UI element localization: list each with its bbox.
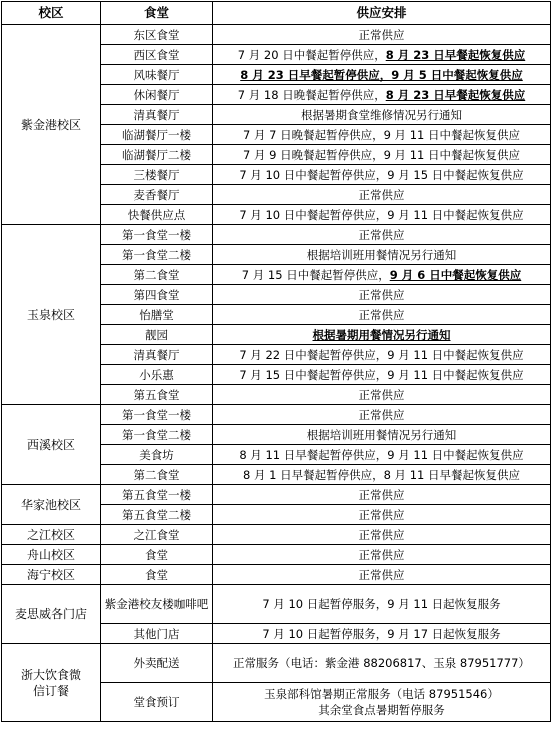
campus-cell: 西溪校区: [2, 405, 101, 485]
schedule-cell: [213, 185, 551, 205]
schedule-cell: [213, 565, 551, 585]
schedule-cell: [213, 525, 551, 545]
canteen-cell: 快餐供应点: [101, 205, 213, 225]
canteen-cell: 第五食堂一楼: [101, 485, 213, 505]
schedule-cell: [213, 65, 551, 85]
schedule-cell: [213, 385, 551, 405]
schedule-text: 7 月 20 日中餐起暂停供应，: [237, 47, 386, 62]
canteen-cell: 第一食堂一楼: [101, 405, 213, 425]
canteen-cell: 第五食堂二楼: [101, 505, 213, 525]
schedule-text: 玉泉部科馆暑期正常服务（电话 87951546） 其余堂食点暑期暂停服务: [264, 687, 499, 717]
schedule-text: 正常供应: [358, 227, 405, 242]
schedule-cell: [213, 425, 551, 445]
schedule-text: 正常供应: [358, 547, 405, 562]
canteen-cell: 食堂: [101, 545, 213, 565]
header-row: [2, 2, 551, 25]
schedule-cell: [213, 205, 551, 225]
schedule-cell: [213, 505, 551, 525]
table-row: [2, 525, 551, 545]
schedule-text-bold: 8 月 23 日早餐起暂停供应，9 月 5 日中餐起恢复供应: [240, 67, 523, 82]
table-row: [2, 25, 551, 45]
canteen-cell: 紫金港校友楼咖啡吧: [101, 585, 213, 624]
schedule-text: 正常供应: [358, 387, 405, 402]
schedule-text: 正常供应: [358, 507, 405, 522]
canteen-cell: 第一食堂一楼: [101, 225, 213, 245]
schedule-cell: [213, 25, 551, 45]
schedule-cell: [213, 305, 551, 325]
schedule-cell: [213, 485, 551, 505]
schedule-text: 根据暑期食堂维修情况另行通知: [301, 107, 462, 122]
schedule-text: 正常服务（电话：紫金港 88206817、玉泉 87951777）: [233, 656, 530, 670]
schedule-text: 7 月 10 日起暂停服务，9 月 17 日起恢复服务: [262, 626, 501, 641]
schedule-text: 7 月 18 日晚餐起暂停供应，: [237, 87, 386, 102]
schedule-text: 根据培训班用餐情况另行通知: [306, 247, 457, 262]
canteen-cell: 清真餐厅: [101, 345, 213, 365]
table-row: [2, 225, 551, 245]
schedule-cell: [213, 683, 551, 722]
schedule-cell: [213, 545, 551, 565]
schedule-text: 7 月 10 日起暂停服务，9 月 11 日起恢复服务: [262, 597, 501, 611]
canteen-cell: 第五食堂: [101, 385, 213, 405]
schedule-cell: [213, 465, 551, 485]
canteen-cell: 小乐惠: [101, 365, 213, 385]
schedule-text: 7 月 22 日中餐起暂停供应，9 月 11 日中餐起恢复供应: [239, 347, 524, 362]
schedule-cell: [213, 85, 551, 105]
schedule-cell: [213, 105, 551, 125]
schedule-cell: [213, 445, 551, 465]
schedule-text-bold: 8 月 23 日早餐起恢复供应: [385, 47, 526, 62]
canteen-cell: 第四食堂: [101, 285, 213, 305]
schedule-text: 正常供应: [358, 187, 405, 202]
campus-cell: 紫金港校区: [2, 25, 101, 225]
canteen-cell: 其他门店: [101, 624, 213, 644]
canteen-cell: 临湖餐厅二楼: [101, 145, 213, 165]
schedule-cell: [213, 405, 551, 425]
canteen-cell: 风味餐厅: [101, 65, 213, 85]
canteen-cell: 清真餐厅: [101, 105, 213, 125]
table-row: [2, 644, 551, 683]
canteen-cell: 西区食堂: [101, 45, 213, 65]
canteen-cell: 第一食堂二楼: [101, 425, 213, 445]
schedule-text: 正常供应: [358, 287, 405, 302]
schedule-text: 7 月 7 日晚餐起暂停供应，9 月 11 日中餐起恢复供应: [242, 127, 520, 142]
table-row: [2, 585, 551, 624]
campus-cell: 之江校区: [2, 525, 101, 545]
schedule-text: 7 月 15 日中餐起暂停供应，: [241, 267, 390, 282]
canteen-cell: 麦香餐厅: [101, 185, 213, 205]
schedule-text: 根据培训班用餐情况另行通知: [306, 427, 457, 442]
canteen-cell: 堂食预订: [101, 683, 213, 722]
schedule-text: 7 月 10 日中餐起暂停供应，9 月 15 日中餐起恢复供应: [239, 167, 524, 182]
campus-cell: 华家池校区: [2, 485, 101, 525]
campus-cell: 海宁校区: [2, 565, 101, 585]
schedule-text: 正常供应: [358, 407, 405, 422]
canteen-cell: 靓园: [101, 325, 213, 345]
table-row: [2, 565, 551, 585]
schedule-cell: [213, 45, 551, 65]
schedule-cell: [213, 325, 551, 345]
campus-cell: 麦思威各门店: [2, 585, 101, 644]
campus-cell: 浙大饮食微信订餐: [2, 644, 101, 722]
schedule-cell: [213, 225, 551, 245]
schedule-text-bold: 根据暑期用餐情况另行通知: [312, 327, 451, 342]
schedule-text: 7 月 9 日晚餐起暂停供应，9 月 11 日中餐起恢复供应: [242, 147, 520, 162]
campus-cell: 玉泉校区: [2, 225, 101, 405]
schedule-text: 正常供应: [358, 27, 405, 42]
table-row: [2, 405, 551, 425]
canteen-cell: 美食坊: [101, 445, 213, 465]
schedule-cell: [213, 125, 551, 145]
canteen-cell: 食堂: [101, 565, 213, 585]
canteen-cell: 第二食堂: [101, 265, 213, 285]
schedule-text: 正常供应: [358, 307, 405, 322]
canteen-cell: 三楼餐厅: [101, 165, 213, 185]
canteen-cell: 第一食堂二楼: [101, 245, 213, 265]
canteen-cell: 休闲餐厅: [101, 85, 213, 105]
canteen-schedule-table: [1, 1, 551, 722]
schedule-cell: [213, 365, 551, 385]
table-row: [2, 545, 551, 565]
canteen-cell: 之江食堂: [101, 525, 213, 545]
schedule-text: 8 月 11 日早餐起暂停供应，9 月 11 日中餐起恢复供应: [239, 447, 524, 462]
schedule-cell: [213, 165, 551, 185]
schedule-text: 正常供应: [358, 487, 405, 502]
canteen-cell: 第二食堂: [101, 465, 213, 485]
schedule-text: 正常供应: [358, 527, 405, 542]
schedule-cell: [213, 285, 551, 305]
schedule-cell: [213, 145, 551, 165]
schedule-cell: [213, 265, 551, 285]
table-row: [2, 485, 551, 505]
canteen-header: 食堂: [101, 2, 213, 25]
canteen-cell: 怡膳堂: [101, 305, 213, 325]
schedule-cell: [213, 624, 551, 644]
schedule-text: 7 月 10 日中餐起暂停供应，9 月 11 日中餐起恢复供应: [239, 207, 524, 222]
schedule-text: 7 月 15 日中餐起暂停供应，9 月 11 日中餐起恢复供应: [239, 367, 524, 382]
schedule-cell: [213, 345, 551, 365]
canteen-cell: 东区食堂: [101, 25, 213, 45]
schedule-cell: [213, 585, 551, 624]
schedule-text: 8 月 1 日早餐起暂停供应，8 月 11 日早餐起恢复供应: [242, 467, 520, 482]
schedule-cell: [213, 245, 551, 265]
schedule-cell: [213, 644, 551, 683]
schedule-header: 供应安排: [213, 2, 551, 25]
campus-header: 校区: [2, 2, 101, 25]
table-body: [2, 25, 551, 722]
campus-cell: 舟山校区: [2, 545, 101, 565]
canteen-cell: 外卖配送: [101, 644, 213, 683]
schedule-text-bold: 8 月 23 日早餐起恢复供应: [385, 87, 526, 102]
schedule-text-bold: 9 月 6 日中餐起恢复供应: [389, 267, 522, 282]
canteen-cell: 临湖餐厅一楼: [101, 125, 213, 145]
schedule-text: 正常供应: [358, 567, 405, 582]
